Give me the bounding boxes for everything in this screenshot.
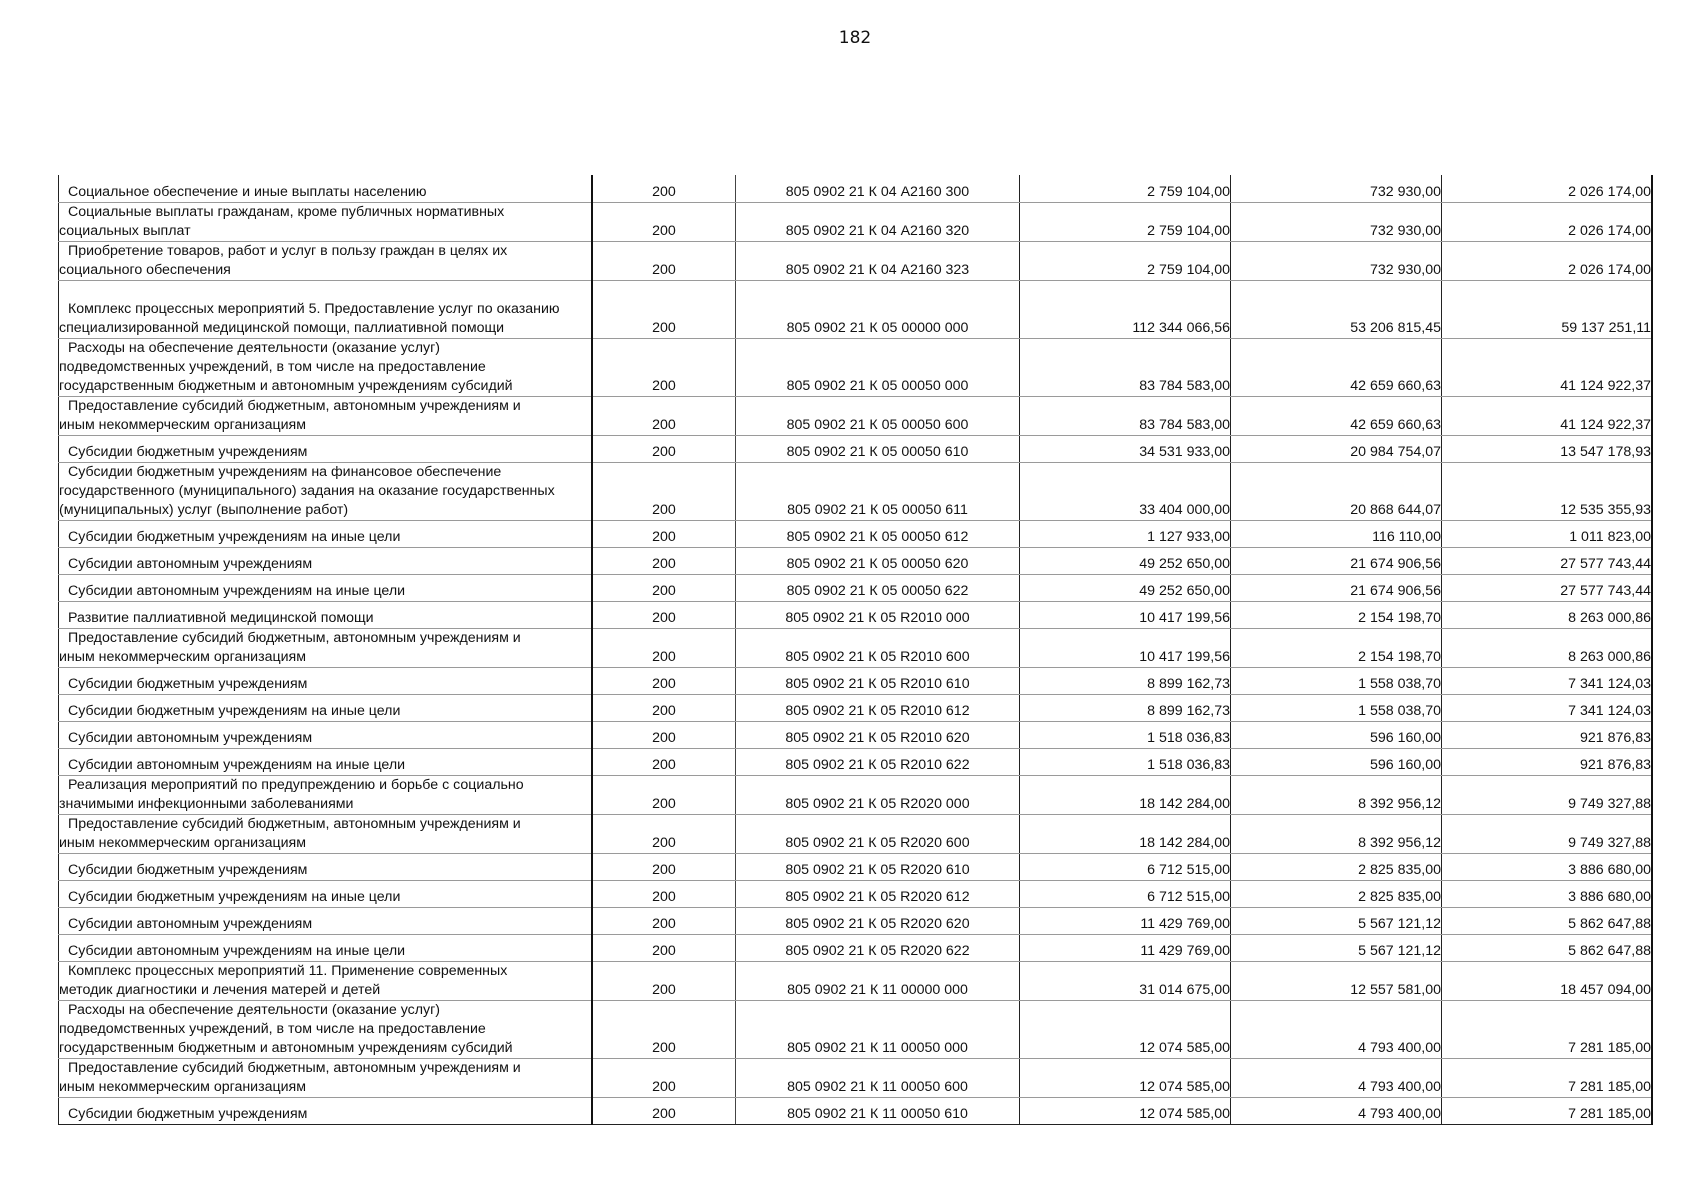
- row-name-cell: [59, 435, 593, 462]
- table-row: [59, 280, 1653, 338]
- table-row: [59, 202, 1653, 241]
- row-name-line: государственным бюджетным и автономным учреждениям субсидий: [59, 377, 513, 394]
- table-row: [59, 721, 1653, 748]
- row-kbk-cell: 805 0902 21 К 11 00050 600: [736, 1058, 1020, 1097]
- table-row: [59, 241, 1653, 280]
- row-remaining-cell: 5 862 647,88: [1442, 907, 1653, 934]
- row-name-line: Комплекс процессных мероприятий 5. Предоставление услуг по оказанию: [68, 300, 560, 317]
- row-executed-cell: 20 868 644,07: [1231, 462, 1442, 520]
- row-name-line: Субсидии бюджетным учреждениям: [68, 1105, 308, 1122]
- row-name-line: специализированной медицинской помощи, паллиативной помощи: [59, 319, 505, 336]
- row-remaining-cell: 2 026 174,00: [1442, 202, 1653, 241]
- row-approved-cell: 6 712 515,00: [1020, 880, 1231, 907]
- row-approved-cell: 34 531 933,00: [1020, 435, 1231, 462]
- row-approved-cell: 12 074 585,00: [1020, 1058, 1231, 1097]
- row-remaining-cell: 9 749 327,88: [1442, 775, 1653, 814]
- row-code-cell: 200: [592, 934, 736, 961]
- row-kbk-cell: 805 0902 21 К 05 R2010 610: [736, 667, 1020, 694]
- row-code-cell: 200: [592, 907, 736, 934]
- row-code-cell: 200: [592, 601, 736, 628]
- row-code-cell: 200: [592, 338, 736, 396]
- table-row: [59, 775, 1653, 814]
- row-name-cell: [59, 880, 593, 907]
- row-remaining-cell: 7 281 185,00: [1442, 1097, 1653, 1124]
- table-row: [59, 934, 1653, 961]
- row-remaining-cell: 8 263 000,86: [1442, 601, 1653, 628]
- row-kbk-cell: 805 0902 21 К 11 00000 000: [736, 961, 1020, 1000]
- row-kbk-cell: 805 0902 21 К 04 А2160 323: [736, 241, 1020, 280]
- row-executed-cell: 2 825 835,00: [1231, 880, 1442, 907]
- row-name-line: (муниципальных) услуг (выполнение работ): [59, 501, 349, 518]
- row-approved-cell: 112 344 066,56: [1020, 280, 1231, 338]
- row-executed-cell: 732 930,00: [1231, 202, 1442, 241]
- table-row: [59, 574, 1653, 601]
- row-remaining-cell: 8 263 000,86: [1442, 628, 1653, 667]
- row-name-cell: [59, 628, 593, 667]
- row-executed-cell: 2 154 198,70: [1231, 628, 1442, 667]
- row-approved-cell: 1 127 933,00: [1020, 520, 1231, 547]
- table-row: [59, 748, 1653, 775]
- row-name-line: Субсидии автономным учреждениям: [68, 729, 313, 746]
- row-approved-cell: 10 417 199,56: [1020, 628, 1231, 667]
- row-code-cell: 200: [592, 202, 736, 241]
- row-name-line: Реализация мероприятий по предупреждению и борьбе с социально: [68, 776, 524, 793]
- row-remaining-cell: 1 011 823,00: [1442, 520, 1653, 547]
- row-executed-cell: 5 567 121,12: [1231, 934, 1442, 961]
- table-row: [59, 814, 1653, 853]
- row-executed-cell: 596 160,00: [1231, 721, 1442, 748]
- row-approved-cell: 12 074 585,00: [1020, 1097, 1231, 1124]
- row-code-cell: 200: [592, 628, 736, 667]
- row-name-line: социальных выплат: [59, 222, 191, 239]
- row-name-cell: [59, 814, 593, 853]
- row-remaining-cell: 7 341 124,03: [1442, 667, 1653, 694]
- row-name-line: Субсидии бюджетным учреждениям на финансовое обеспечение: [68, 463, 502, 480]
- row-code-cell: 200: [592, 814, 736, 853]
- row-executed-cell: 116 110,00: [1231, 520, 1442, 547]
- row-name-line: иным некоммерческим организациям: [59, 648, 306, 665]
- table-body: [59, 175, 1653, 1124]
- row-code-cell: 200: [592, 462, 736, 520]
- row-remaining-cell: 2 026 174,00: [1442, 241, 1653, 280]
- row-code-cell: 200: [592, 280, 736, 338]
- row-kbk-cell: 805 0902 21 К 04 А2160 320: [736, 202, 1020, 241]
- row-name-line: Субсидии бюджетным учреждениям на иные цели: [68, 702, 401, 719]
- table-row: [59, 907, 1653, 934]
- row-executed-cell: 4 793 400,00: [1231, 1058, 1442, 1097]
- table-row: [59, 396, 1653, 435]
- row-name-line: значимыми инфекционными заболеваниями: [59, 795, 354, 812]
- row-name-line: иным некоммерческим организациям: [59, 1078, 306, 1095]
- row-name-cell: [59, 853, 593, 880]
- table-row: [59, 667, 1653, 694]
- row-remaining-cell: 3 886 680,00: [1442, 880, 1653, 907]
- row-name-cell: [59, 601, 593, 628]
- row-approved-cell: 2 759 104,00: [1020, 241, 1231, 280]
- row-approved-cell: 18 142 284,00: [1020, 814, 1231, 853]
- budget-table: [58, 175, 1653, 1125]
- row-code-cell: 200: [592, 396, 736, 435]
- table-row: [59, 961, 1653, 1000]
- row-code-cell: 200: [592, 1058, 736, 1097]
- row-kbk-cell: 805 0902 21 К 05 R2020 600: [736, 814, 1020, 853]
- row-name-cell: [59, 175, 593, 202]
- row-remaining-cell: 12 535 355,93: [1442, 462, 1653, 520]
- row-name-line: Расходы на обеспечение деятельности (оказание услуг): [68, 339, 441, 356]
- row-kbk-cell: 805 0902 21 К 05 R2020 610: [736, 853, 1020, 880]
- row-kbk-cell: 805 0902 21 К 05 R2010 612: [736, 694, 1020, 721]
- row-approved-cell: 12 074 585,00: [1020, 1000, 1231, 1058]
- row-code-cell: 200: [592, 961, 736, 1000]
- row-name-cell: [59, 338, 593, 396]
- row-kbk-cell: 805 0902 21 К 11 00050 000: [736, 1000, 1020, 1058]
- table-row: [59, 694, 1653, 721]
- row-code-cell: 200: [592, 880, 736, 907]
- row-kbk-cell: 805 0902 21 К 05 00050 000: [736, 338, 1020, 396]
- row-approved-cell: 11 429 769,00: [1020, 907, 1231, 934]
- row-name-line: Социальное обеспечение и иные выплаты населению: [68, 183, 427, 200]
- row-kbk-cell: 805 0902 21 К 05 00050 622: [736, 574, 1020, 601]
- row-executed-cell: 732 930,00: [1231, 175, 1442, 202]
- row-approved-cell: 2 759 104,00: [1020, 202, 1231, 241]
- row-executed-cell: 8 392 956,12: [1231, 775, 1442, 814]
- row-name-line: государственного (муниципального) задания на оказание государственных: [59, 482, 555, 499]
- row-kbk-cell: 805 0902 21 К 05 R2010 622: [736, 748, 1020, 775]
- row-name-cell: [59, 775, 593, 814]
- row-executed-cell: 2 825 835,00: [1231, 853, 1442, 880]
- row-code-cell: 200: [592, 748, 736, 775]
- row-executed-cell: 20 984 754,07: [1231, 435, 1442, 462]
- table-row: [59, 853, 1653, 880]
- row-name-cell: [59, 721, 593, 748]
- row-approved-cell: 8 899 162,73: [1020, 667, 1231, 694]
- row-name-line: иным некоммерческим организациям: [59, 834, 306, 851]
- row-executed-cell: 21 674 906,56: [1231, 574, 1442, 601]
- table-row: [59, 1097, 1653, 1124]
- row-executed-cell: 5 567 121,12: [1231, 907, 1442, 934]
- row-name-cell: [59, 1097, 593, 1124]
- row-name-line: Приобретение товаров, работ и услуг в пользу граждан в целях их: [68, 242, 508, 259]
- row-code-cell: 200: [592, 520, 736, 547]
- row-remaining-cell: 7 341 124,03: [1442, 694, 1653, 721]
- row-remaining-cell: 921 876,83: [1442, 748, 1653, 775]
- row-name-cell: [59, 547, 593, 574]
- row-executed-cell: 732 930,00: [1231, 241, 1442, 280]
- row-code-cell: 200: [592, 694, 736, 721]
- row-name-line: Субсидии бюджетным учреждениям на иные цели: [68, 528, 401, 545]
- row-executed-cell: 8 392 956,12: [1231, 814, 1442, 853]
- table-row: [59, 880, 1653, 907]
- row-name-cell: [59, 1058, 593, 1097]
- row-name-line: методик диагностики и лечения матерей и детей: [59, 981, 381, 998]
- table-row: [59, 601, 1653, 628]
- row-name-line: Субсидии автономным учреждениям на иные цели: [68, 582, 406, 599]
- row-remaining-cell: 27 577 743,44: [1442, 547, 1653, 574]
- row-executed-cell: 1 558 038,70: [1231, 694, 1442, 721]
- page-number: 182: [838, 28, 872, 48]
- row-remaining-cell: 27 577 743,44: [1442, 574, 1653, 601]
- row-approved-cell: 6 712 515,00: [1020, 853, 1231, 880]
- row-code-cell: 200: [592, 241, 736, 280]
- row-name-line: подведомственных учреждений, в том числе на предоставление: [59, 1020, 486, 1037]
- row-kbk-cell: 805 0902 21 К 05 R2020 612: [736, 880, 1020, 907]
- row-remaining-cell: 7 281 185,00: [1442, 1058, 1653, 1097]
- row-kbk-cell: 805 0902 21 К 05 R2020 000: [736, 775, 1020, 814]
- row-name-cell: [59, 396, 593, 435]
- row-remaining-cell: 18 457 094,00: [1442, 961, 1653, 1000]
- row-kbk-cell: 805 0902 21 К 05 00050 610: [736, 435, 1020, 462]
- row-name-cell: [59, 748, 593, 775]
- row-remaining-cell: 2 026 174,00: [1442, 175, 1653, 202]
- row-remaining-cell: 7 281 185,00: [1442, 1000, 1653, 1058]
- row-kbk-cell: 805 0902 21 К 05 R2020 622: [736, 934, 1020, 961]
- row-approved-cell: 49 252 650,00: [1020, 574, 1231, 601]
- row-kbk-cell: 805 0902 21 К 05 R2010 620: [736, 721, 1020, 748]
- row-name-cell: [59, 1000, 593, 1058]
- row-name-line: [59, 281, 591, 300]
- row-name-cell: [59, 241, 593, 280]
- row-executed-cell: 42 659 660,63: [1231, 338, 1442, 396]
- row-remaining-cell: 41 124 922,37: [1442, 338, 1653, 396]
- row-code-cell: 200: [592, 853, 736, 880]
- row-code-cell: 200: [592, 1097, 736, 1124]
- row-name-line: Предоставление субсидий бюджетным, автономным учреждениям и: [68, 815, 521, 832]
- row-executed-cell: 596 160,00: [1231, 748, 1442, 775]
- row-approved-cell: 11 429 769,00: [1020, 934, 1231, 961]
- row-executed-cell: 1 558 038,70: [1231, 667, 1442, 694]
- row-name-line: Субсидии автономным учреждениям: [68, 915, 313, 932]
- row-name-line: Субсидии бюджетным учреждениям: [68, 861, 308, 878]
- table-row: [59, 628, 1653, 667]
- row-kbk-cell: 805 0902 21 К 11 00050 610: [736, 1097, 1020, 1124]
- table-row: [59, 435, 1653, 462]
- row-executed-cell: 21 674 906,56: [1231, 547, 1442, 574]
- row-executed-cell: 2 154 198,70: [1231, 601, 1442, 628]
- row-name-line: Предоставление субсидий бюджетным, автономным учреждениям и: [68, 629, 521, 646]
- table-row: [59, 338, 1653, 396]
- row-code-cell: 200: [592, 175, 736, 202]
- row-approved-cell: 31 014 675,00: [1020, 961, 1231, 1000]
- row-code-cell: 200: [592, 547, 736, 574]
- row-approved-cell: 2 759 104,00: [1020, 175, 1231, 202]
- row-name-cell: [59, 694, 593, 721]
- row-name-cell: [59, 202, 593, 241]
- row-remaining-cell: 921 876,83: [1442, 721, 1653, 748]
- row-code-cell: 200: [592, 574, 736, 601]
- row-approved-cell: 1 518 036,83: [1020, 721, 1231, 748]
- row-name-cell: [59, 667, 593, 694]
- row-name-cell: [59, 574, 593, 601]
- row-name-line: Субсидии бюджетным учреждениям: [68, 443, 308, 460]
- row-code-cell: 200: [592, 435, 736, 462]
- table-row: [59, 520, 1653, 547]
- row-name-cell: [59, 961, 593, 1000]
- row-kbk-cell: 805 0902 21 К 05 00050 612: [736, 520, 1020, 547]
- row-name-line: Развитие паллиативной медицинской помощи: [68, 609, 374, 626]
- table-row: [59, 1058, 1653, 1097]
- row-approved-cell: 10 417 199,56: [1020, 601, 1231, 628]
- row-kbk-cell: 805 0902 21 К 05 00000 000: [736, 280, 1020, 338]
- row-name-cell: [59, 462, 593, 520]
- row-code-cell: 200: [592, 1000, 736, 1058]
- row-name-cell: [59, 907, 593, 934]
- row-code-cell: 200: [592, 721, 736, 748]
- row-remaining-cell: 41 124 922,37: [1442, 396, 1653, 435]
- row-name-cell: [59, 934, 593, 961]
- row-executed-cell: 4 793 400,00: [1231, 1097, 1442, 1124]
- row-code-cell: 200: [592, 667, 736, 694]
- row-name-line: Предоставление субсидий бюджетным, автономным учреждениям и: [68, 1059, 521, 1076]
- row-kbk-cell: 805 0902 21 К 05 00050 611: [736, 462, 1020, 520]
- row-name-line: Субсидии автономным учреждениям на иные цели: [68, 942, 406, 959]
- row-kbk-cell: 805 0902 21 К 05 R2010 000: [736, 601, 1020, 628]
- row-name-line: Субсидии бюджетным учреждениям: [68, 675, 308, 692]
- row-name-line: иным некоммерческим организациям: [59, 416, 306, 433]
- row-executed-cell: 12 557 581,00: [1231, 961, 1442, 1000]
- row-name-line: Социальные выплаты гражданам, кроме публичных нормативных: [68, 203, 505, 220]
- row-remaining-cell: 9 749 327,88: [1442, 814, 1653, 853]
- row-approved-cell: 49 252 650,00: [1020, 547, 1231, 574]
- row-name-line: социального обеспечения: [59, 261, 231, 278]
- row-name-line: Комплекс процессных мероприятий 11. Применение современных: [68, 962, 508, 979]
- table-row: [59, 547, 1653, 574]
- row-kbk-cell: 805 0902 21 К 05 00050 620: [736, 547, 1020, 574]
- row-approved-cell: 33 404 000,00: [1020, 462, 1231, 520]
- row-approved-cell: 83 784 583,00: [1020, 338, 1231, 396]
- row-remaining-cell: 13 547 178,93: [1442, 435, 1653, 462]
- row-name-line: Субсидии автономным учреждениям: [68, 555, 313, 572]
- row-approved-cell: 18 142 284,00: [1020, 775, 1231, 814]
- row-remaining-cell: 3 886 680,00: [1442, 853, 1653, 880]
- row-kbk-cell: 805 0902 21 К 05 00050 600: [736, 396, 1020, 435]
- row-executed-cell: 42 659 660,63: [1231, 396, 1442, 435]
- row-kbk-cell: 805 0902 21 К 04 А2160 300: [736, 175, 1020, 202]
- row-approved-cell: 1 518 036,83: [1020, 748, 1231, 775]
- row-kbk-cell: 805 0902 21 К 05 R2020 620: [736, 907, 1020, 934]
- row-name-line: Субсидии бюджетным учреждениям на иные цели: [68, 888, 401, 905]
- row-approved-cell: 8 899 162,73: [1020, 694, 1231, 721]
- table-row: [59, 462, 1653, 520]
- row-remaining-cell: 5 862 647,88: [1442, 934, 1653, 961]
- row-remaining-cell: 59 137 251,11: [1442, 280, 1653, 338]
- table-row: [59, 1000, 1653, 1058]
- row-executed-cell: 4 793 400,00: [1231, 1000, 1442, 1058]
- row-executed-cell: 53 206 815,45: [1231, 280, 1442, 338]
- table-row: [59, 175, 1653, 202]
- row-name-cell: [59, 280, 593, 338]
- row-name-line: государственным бюджетным и автономным учреждениям субсидий: [59, 1039, 513, 1056]
- row-code-cell: 200: [592, 775, 736, 814]
- row-name-line: Предоставление субсидий бюджетным, автономным учреждениям и: [68, 397, 521, 414]
- row-name-line: подведомственных учреждений, в том числе на предоставление: [59, 358, 486, 375]
- row-kbk-cell: 805 0902 21 К 05 R2010 600: [736, 628, 1020, 667]
- row-name-line: Расходы на обеспечение деятельности (оказание услуг): [68, 1001, 441, 1018]
- row-approved-cell: 83 784 583,00: [1020, 396, 1231, 435]
- row-name-cell: [59, 520, 593, 547]
- row-name-line: Субсидии автономным учреждениям на иные цели: [68, 756, 406, 773]
